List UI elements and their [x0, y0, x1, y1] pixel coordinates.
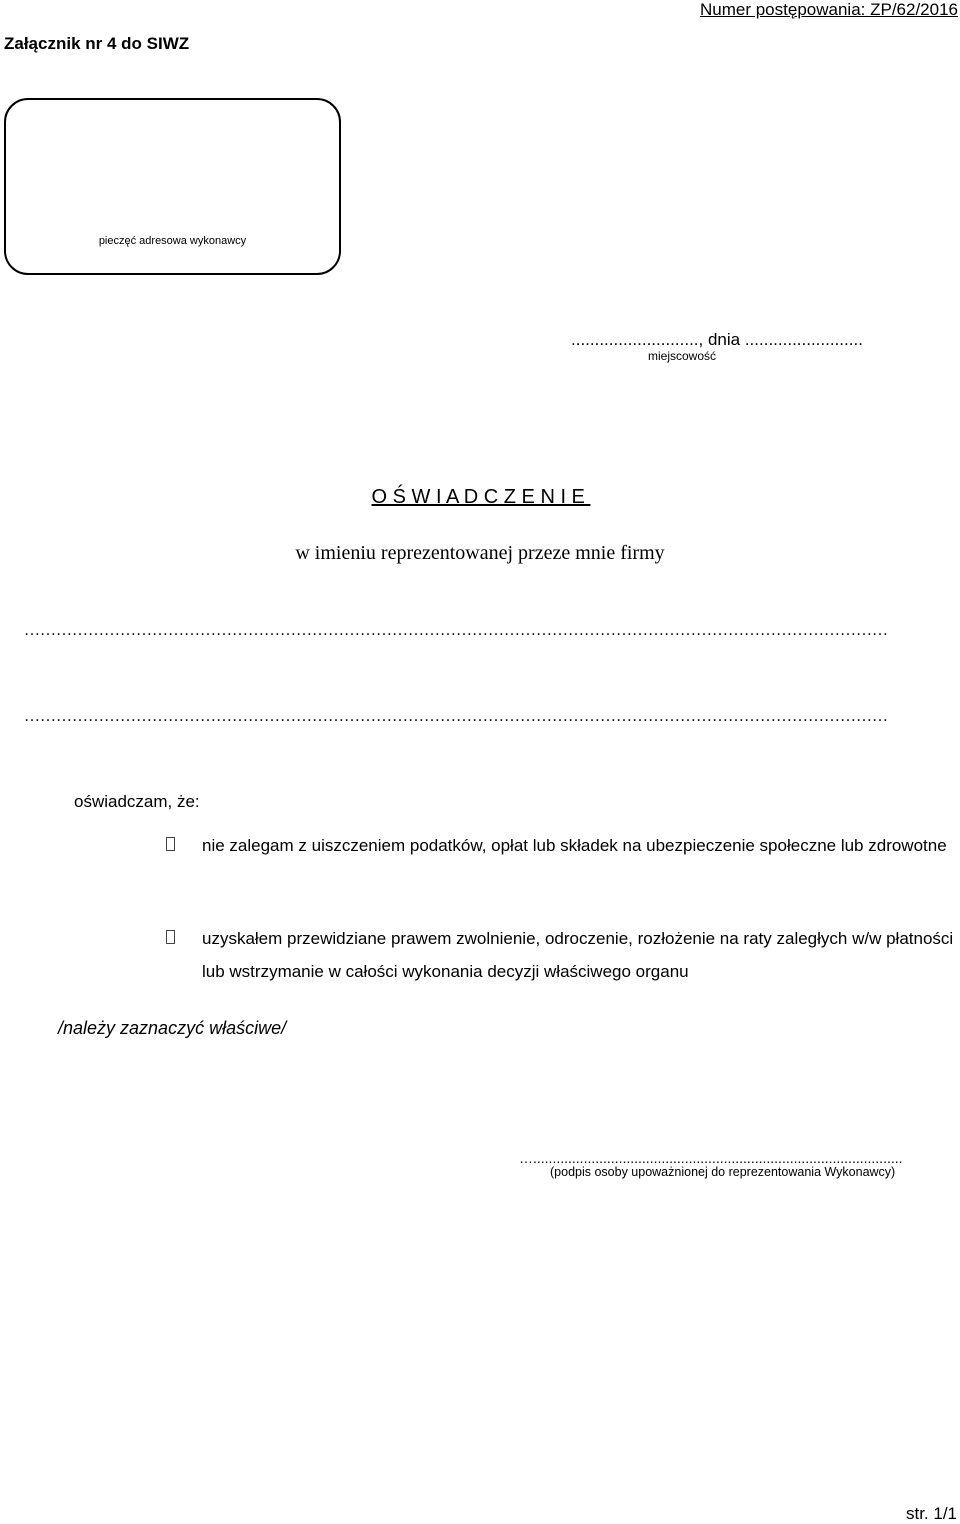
firm-name-line: ………………………………………………………………………………………………………………………………………………	[24, 708, 888, 725]
page-number: str. 1/1	[905, 1504, 957, 1523]
declaration-option	[166, 922, 960, 988]
case-number: Numer postępowania: ZP/62/2016	[700, 0, 958, 19]
company-stamp-box	[4, 98, 341, 275]
checkbox[interactable]	[166, 930, 175, 944]
selection-note: /należy zaznaczyć właściwe/	[58, 1018, 287, 1038]
declaration-intro: oświadczam, że:	[74, 792, 200, 811]
checkbox[interactable]	[166, 837, 175, 851]
signature-label: (podpis osoby upoważnionej do reprezentowania Wykonawcy)	[550, 1165, 896, 1179]
signature-line: …...............................................................................................	[519, 1150, 903, 1166]
place-date-line: ..........................., dnia .........................	[571, 330, 863, 349]
firm-name-line: ………………………………………………………………………………………………………………………………………………	[24, 622, 888, 639]
declaration-option	[166, 829, 960, 862]
option-text: uzyskałem przewidziane prawem zwolnienie, odroczenie, rozłożenie na raty zaległych w/w płatności lub wstrzymanie w całości wykonania decyzji właściwego organu	[202, 929, 954, 981]
option-text: nie zalegam z uiszczeniem podatków, opłat lub składek na ubezpieczenie społeczne lub zdrowotne	[202, 836, 947, 855]
attachment-title: Załącznik nr 4 do SIWZ	[4, 34, 190, 53]
stamp-label: pieczęć adresowa wykonawcy	[98, 235, 247, 247]
document-subtitle: w imieniu reprezentowanej przeze mnie firmy	[295, 542, 665, 564]
document-title: O Ś W I A D C Z E N I E	[371, 486, 591, 508]
place-label: miejscowość	[648, 349, 717, 363]
